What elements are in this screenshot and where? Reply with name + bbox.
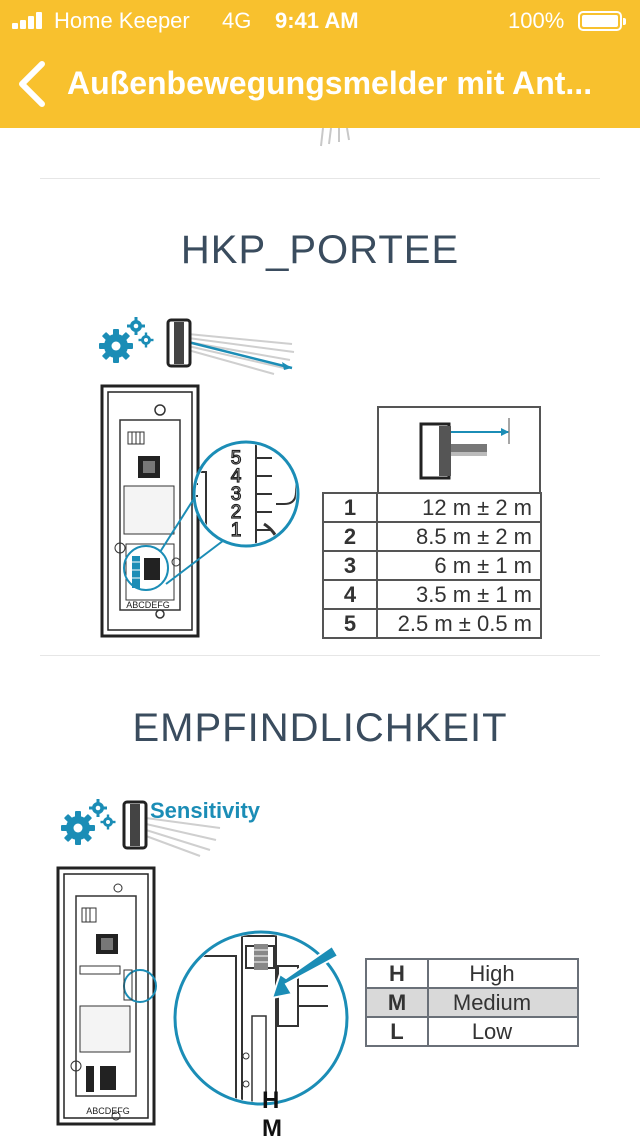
navigation-bar [0,0,640,128]
table-row: 1 12 m ± 2 m [323,493,541,522]
back-chevron-icon[interactable] [14,60,50,108]
sensitivity-caption: Sensitivity [150,798,261,823]
page-title: Außenbewegungsmelder mit Ant... [67,65,593,101]
sensitivity-board-diagram [56,866,356,1136]
previous-illustration-fragment [315,128,365,150]
divider [40,655,600,656]
content-scroll[interactable] [0,128,640,1136]
range-position-label: 1 [230,520,242,541]
sensitivity-table [365,958,579,1047]
range-position-label: 5 [230,448,242,469]
status-bar [0,0,640,40]
range-table [322,492,542,639]
settings-gears-icon [58,798,120,846]
switch-letters: ABCDEFG [126,600,170,610]
divider [40,178,600,179]
table-row: M Medium [366,988,578,1017]
clock: 9:41 AM [275,8,359,33]
carrier-name: Home Keeper [54,8,190,33]
signal-icon [12,11,48,29]
table-row: 3 6 m ± 1 m [323,551,541,580]
settings-gears-icon [96,316,158,364]
motion-sensor-beam-icon [160,312,300,378]
table-row: L Low [366,1017,578,1046]
table-row: 4 3.5 m ± 1 m [323,580,541,609]
switch-letters: ABCDEFG [86,1106,130,1116]
range-position-label: 2 [230,502,242,523]
battery-percent: 100% [508,8,565,33]
range-table-header [377,406,541,494]
table-row: H High [366,959,578,988]
detector-board-diagram [100,384,302,638]
sensitivity-section-title: EMPFINDLICHKEIT [132,706,508,750]
range-position-label: 4 [230,466,242,487]
range-section-title: HKP_PORTEE [180,228,460,272]
sensitivity-position-label: H [262,1087,280,1114]
network-type: 4G [222,8,252,33]
range-position-label: 3 [230,484,242,505]
sensitivity-position-label: M [262,1115,282,1136]
battery-icon [578,11,622,31]
table-row: 2 8.5 m ± 2 m [323,522,541,551]
table-row: 5 2.5 m ± 0.5 m [323,609,541,638]
